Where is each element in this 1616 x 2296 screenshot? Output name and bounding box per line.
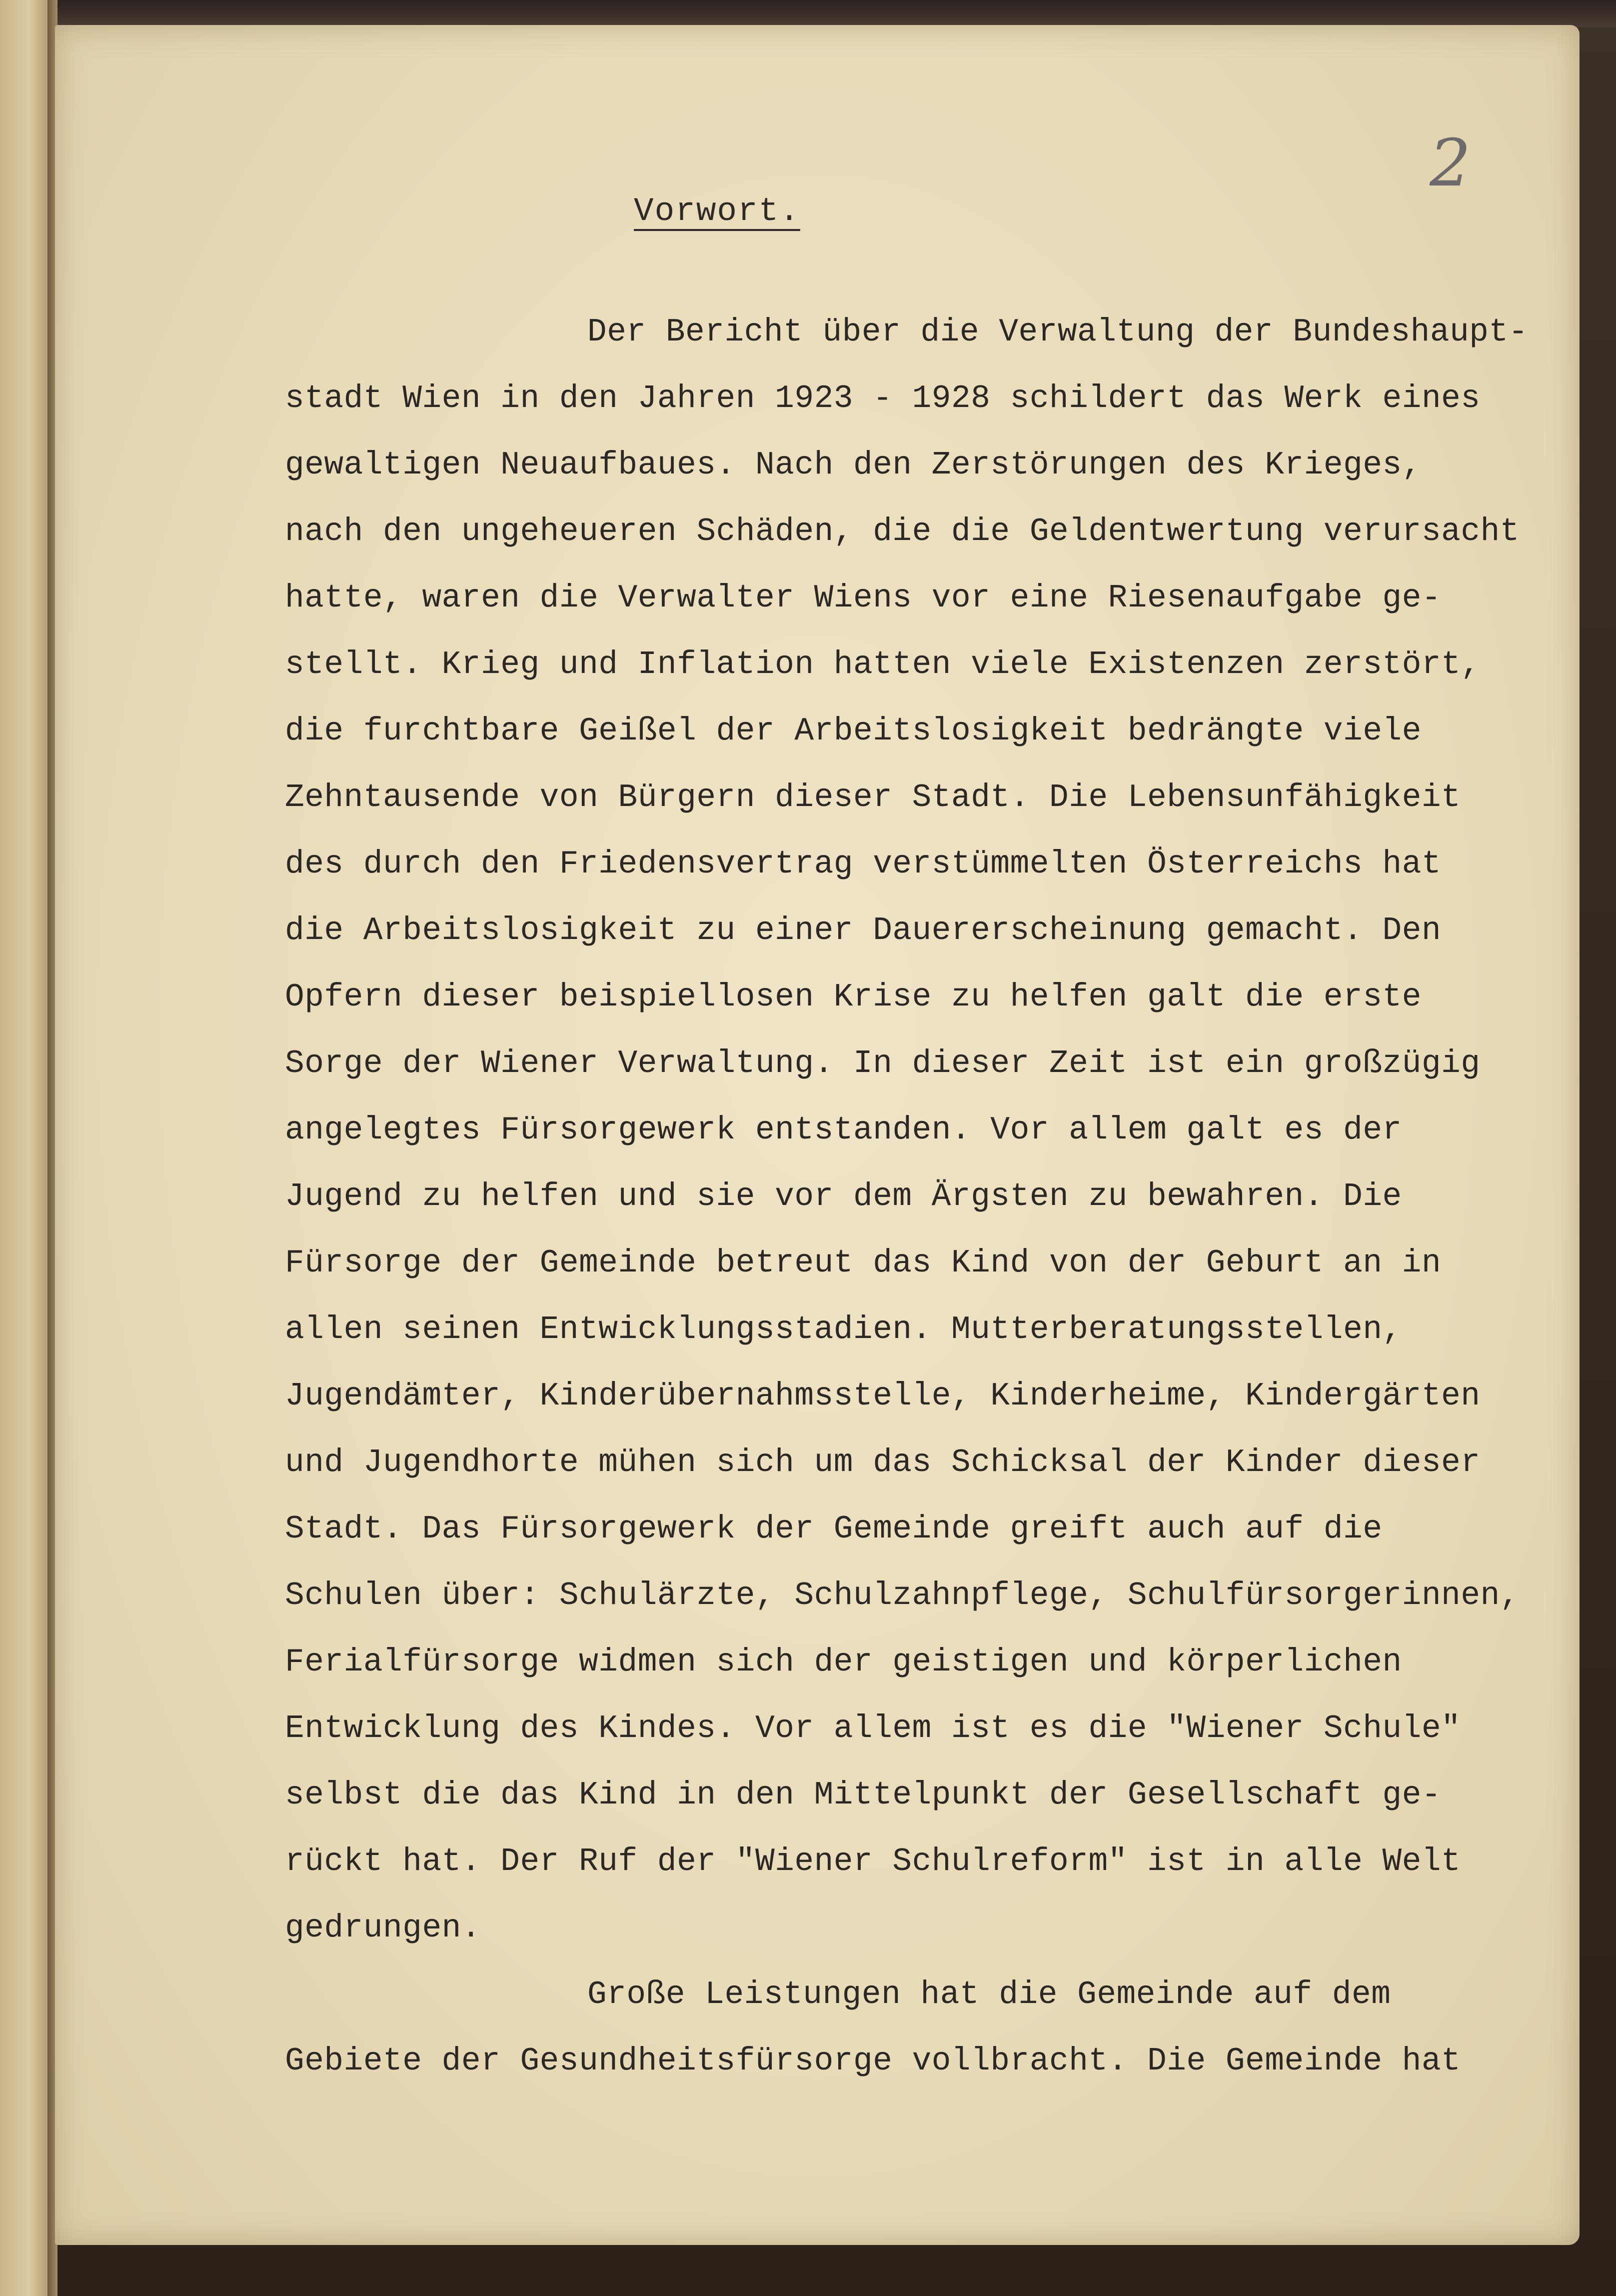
text-line: stadt Wien in den Jahren 1923 - 1928 schildert das Werk eines [285, 380, 1481, 417]
text-line: Große Leistungen hat die Gemeinde auf dem [587, 1976, 1391, 2013]
text-line: Fürsorge der Gemeinde betreut das Kind von der Geburt an in [285, 1245, 1442, 1282]
text-line: stellt. Krieg und Inflation hatten viele Existenzen zerstört, [285, 646, 1481, 683]
text-line: des durch den Friedensvertrag verstümmelten Österreichs hat [285, 846, 1442, 882]
text-line: Der Bericht über die Verwaltung der Bundeshaupt- [587, 314, 1528, 350]
text-line: allen seinen Entwicklungsstadien. Mutterberatungsstellen, [285, 1312, 1402, 1348]
text-line: rückt hat. Der Ruf der "Wiener Schulreform" ist in alle Welt [285, 1844, 1461, 1880]
text-line: gewaltigen Neuaufbaues. Nach den Zerstörungen des Krieges, [285, 447, 1422, 484]
page-number: 2 [1430, 125, 1471, 201]
text-line: nach den ungeheueren Schäden, die die Geldentwertung verursacht [285, 514, 1520, 550]
text-line: gedrungen. [285, 1910, 481, 1946]
text-line: Schulen über: Schulärzte, Schulzahnpflege, Schulfürsorgerinnen, [285, 1578, 1520, 1614]
text-line: hatte, waren die Verwalter Wiens vor eine Riesenaufgabe ge- [285, 580, 1442, 616]
document-body [285, 299, 1570, 2094]
text-line: Zehntausende von Bürgern dieser Stadt. Die Lebensunfähigkeit [285, 780, 1461, 816]
text-line: Opfern dieser beispiellosen Krise zu helfen galt die erste [285, 979, 1422, 1016]
text-line: Sorge der Wiener Verwaltung. In dieser Zeit ist ein großzügig [285, 1046, 1481, 1082]
text-line: Ferialfürsorge widmen sich der geistigen und körperlichen [285, 1644, 1402, 1680]
text-line: selbst die das Kind in den Mittelpunkt der Gesellschaft ge- [285, 1777, 1442, 1814]
text-line: Gebiete der Gesundheitsfürsorge vollbracht. Die Gemeinde hat [285, 2043, 1461, 2080]
text-line: Entwicklung des Kindes. Vor allem ist es die "Wiener Schule" [285, 1710, 1461, 1747]
text-line: die furchtbare Geißel der Arbeitslosigkeit bedrängte viele [285, 713, 1422, 750]
text-line: Jugendämter, Kinderübernahmsstelle, Kinderheime, Kindergärten [285, 1378, 1481, 1414]
facing-page-edge [0, 0, 47, 2296]
book-edge-top [55, 0, 1616, 28]
text-line: die Arbeitslosigkeit zu einer Dauererscheinung gemacht. Den [285, 912, 1442, 949]
text-line: angelegtes Fürsorgewerk entstanden. Vor allem galt es der [285, 1112, 1402, 1148]
text-line: Jugend zu helfen und sie vor dem Ärgsten zu bewahren. Die [285, 1178, 1402, 1215]
text-line: und Jugendhorte mühen sich um das Schicksal der Kinder dieser [285, 1444, 1481, 1481]
document-title: Vorwort. [634, 192, 800, 230]
text-line: Stadt. Das Fürsorgewerk der Gemeinde greift auch auf die [285, 1511, 1383, 1548]
